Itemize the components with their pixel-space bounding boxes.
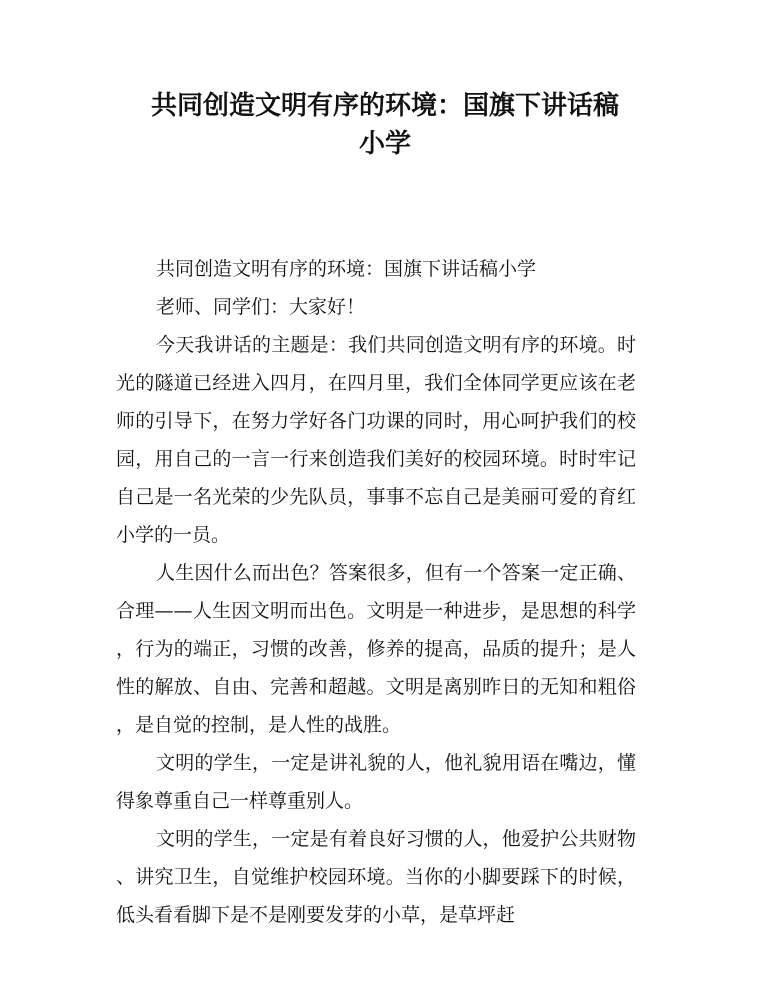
paragraph-civilization: 人生因什么而出色？答案很多，但有一个答案一定正确、合理——人生因文明而出色。文明是一种进步，是思想的科学，行为的端正，习惯的改善，修养的提高，品质的提升；是人性的解放、自由、完善和超越。文明是离别昨日的无知和粗俗，是自觉的控制，是人性的战胜。: [116, 562, 636, 736]
document-title-line2: 小学: [358, 129, 411, 159]
paragraph-greeting: 老师、同学们：大家好！: [156, 296, 366, 318]
paragraph-politeness: 文明的学生，一定是讲礼貌的人，他礼貌用语在嘴边，懂得象尊重自己一样尊重别人。: [116, 752, 636, 812]
paragraph-habits: 文明的学生，一定是有着良好习惯的人，他爱护公共财物、讲究卫生，自觉维护校园环境。当你的小脚要踩下的时候，低头看看脚下是不是刚要发芽的小草，是草坪赶: [116, 828, 636, 926]
paragraph-heading: 共同创造文明有序的环境：国旗下讲话稿小学: [156, 258, 537, 280]
document-title-line1: 共同创造文明有序的环境：国旗下讲话稿: [150, 91, 619, 121]
document-body: [116, 250, 636, 934]
paragraph-theme: 今天我讲话的主题是：我们共同创造文明有序的环境。时光的隧道已经进入四月，在四月里，我们全体同学更应该在老师的引导下，在努力学好各门功课的同时，用心呵护我们的校园，用自己的一言一行来创造我们美好的校园环境。时时牢记自己是一名光荣的少先队员，事事不忘自己是美丽可爱的育红小学的一员。: [116, 334, 636, 546]
